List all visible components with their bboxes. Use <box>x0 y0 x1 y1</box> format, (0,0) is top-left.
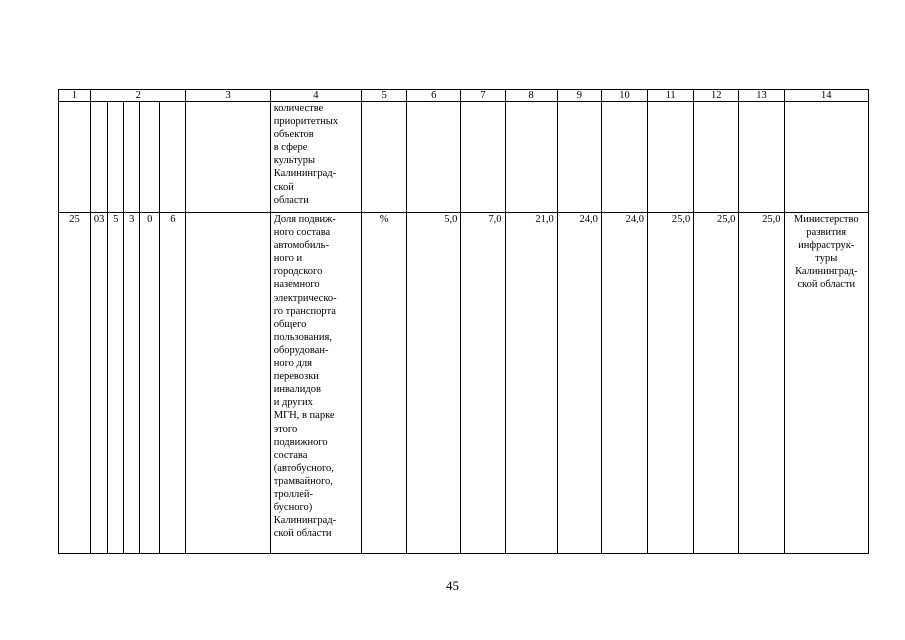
col-header-13: 13 <box>739 90 784 102</box>
col-header-9: 9 <box>557 90 601 102</box>
code-cell: 5 <box>108 213 124 554</box>
col-header-6: 6 <box>407 90 461 102</box>
unit-cell: % <box>362 213 407 554</box>
indicator-line: ской области <box>273 528 332 540</box>
indicator-line: области <box>273 194 309 206</box>
indicator-line: общего <box>273 318 307 330</box>
indicator-line: этого <box>273 423 298 435</box>
indicator-line: ного состава <box>273 227 331 239</box>
code-cell <box>160 102 186 213</box>
empty-cell <box>407 102 461 213</box>
value-cell: 21,0 <box>505 213 557 554</box>
code-cell: 6 <box>160 213 186 554</box>
col-header-5: 5 <box>362 90 407 102</box>
value-cell: 7,0 <box>461 213 505 554</box>
indicator-line: культуры <box>273 155 316 167</box>
indicator-line: наземного <box>273 279 320 291</box>
value-cell: 25,0 <box>739 213 784 554</box>
code-cell: 3 <box>124 213 140 554</box>
row-number-cell <box>59 102 91 213</box>
indicator-line: городского <box>273 266 323 278</box>
indicator-line: состава <box>273 449 308 461</box>
col-header-12: 12 <box>694 90 739 102</box>
indicator-line: объектов <box>273 129 314 141</box>
indicator-line: бусного) <box>273 502 313 514</box>
indicator-line: трамвайного, <box>273 475 333 487</box>
empty-cell <box>601 102 647 213</box>
indicator-name-cell <box>270 213 361 554</box>
empty-cell <box>648 102 694 213</box>
code-cell <box>124 102 140 213</box>
indicators-table <box>58 89 869 554</box>
value-cell: 24,0 <box>601 213 647 554</box>
col-header-2: 2 <box>91 90 186 102</box>
indicator-line: ного для <box>273 358 312 370</box>
empty-cell <box>505 102 557 213</box>
indicator-line: ской <box>273 181 294 193</box>
indicator-line: в сфере <box>273 142 308 154</box>
empty-cell <box>362 102 407 213</box>
table-row <box>59 102 869 213</box>
table-row <box>59 213 869 554</box>
code-cell: 03 <box>91 213 108 554</box>
responsible-line: инфраструк- <box>798 240 855 252</box>
code-cell <box>91 102 108 213</box>
indicator-line: го транспорта <box>273 305 336 317</box>
indicator-line: Калининград- <box>273 515 337 527</box>
indicator-line: пользования, <box>273 331 332 343</box>
code-cell: 0 <box>140 213 160 554</box>
code-cell <box>140 102 160 213</box>
value-cell: 25,0 <box>648 213 694 554</box>
empty-cell <box>186 213 270 554</box>
indicator-line: и других <box>273 397 313 409</box>
indicator-line: оборудован- <box>273 344 329 356</box>
responsible-line: Калининград- <box>795 266 858 278</box>
value-cell: 25,0 <box>694 213 739 554</box>
page-number: 45 <box>446 578 459 593</box>
indicator-line: МГН, в парке <box>273 410 335 422</box>
col-header-4: 4 <box>270 90 361 102</box>
column-number-row <box>59 90 869 102</box>
value-cell: 5,0 <box>407 213 461 554</box>
code-cell <box>108 102 124 213</box>
col-header-1: 1 <box>59 90 91 102</box>
indicator-line: ного и <box>273 253 303 265</box>
responsible-cell <box>784 213 868 554</box>
indicator-line: количестве <box>273 103 324 114</box>
indicator-line: инвалидов <box>273 384 321 396</box>
indicator-line: подвижного <box>273 436 328 448</box>
indicator-line: Калининград- <box>273 168 337 180</box>
empty-cell <box>784 102 868 213</box>
indicator-line: автомобиль- <box>273 240 329 252</box>
empty-cell <box>186 102 270 213</box>
responsible-line: Министерство <box>793 214 859 225</box>
indicator-line: приоритетных <box>273 116 339 128</box>
indicator-line: троллей- <box>273 488 314 500</box>
col-header-3: 3 <box>186 90 270 102</box>
col-header-8: 8 <box>505 90 557 102</box>
indicator-line: (автобусного, <box>273 462 334 474</box>
empty-cell <box>461 102 505 213</box>
value-cell: 24,0 <box>557 213 601 554</box>
indicator-line: перевозки <box>273 371 319 383</box>
empty-cell <box>557 102 601 213</box>
row-number-cell: 25 <box>59 213 91 554</box>
indicator-line: Доля подвиж- <box>273 214 336 225</box>
empty-cell <box>694 102 739 213</box>
col-header-11: 11 <box>648 90 694 102</box>
indicator-name-cell <box>270 102 361 213</box>
responsible-line: туры <box>815 253 838 265</box>
responsible-line: развития <box>806 227 847 239</box>
responsible-line: ской области <box>797 279 856 291</box>
col-header-14: 14 <box>784 90 868 102</box>
col-header-7: 7 <box>461 90 505 102</box>
col-header-10: 10 <box>601 90 647 102</box>
indicator-line: электрическо- <box>273 292 337 304</box>
empty-cell <box>739 102 784 213</box>
